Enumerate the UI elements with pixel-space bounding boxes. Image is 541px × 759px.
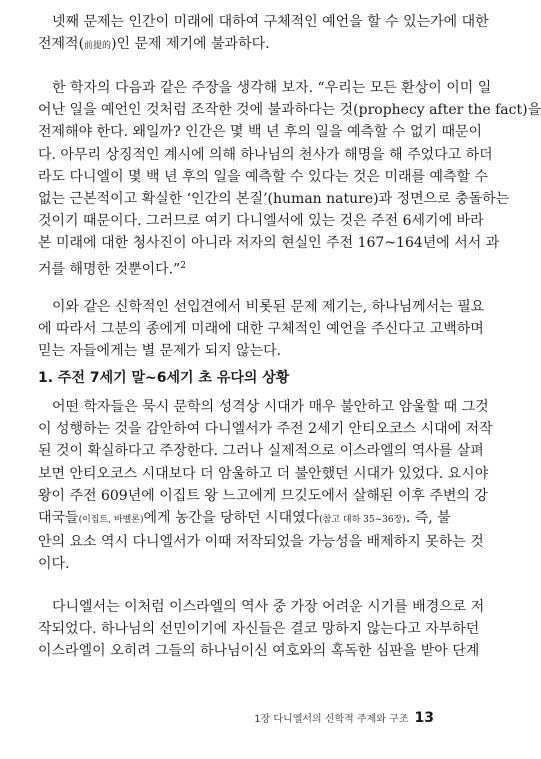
paragraph-theological-bias [38,296,485,363]
paragraph-apocalyptic-context [38,396,493,576]
paragraph-daniel-background [38,596,485,663]
text-line: 다니엘서는 이처럼 이스라엘의 역사 중 가장 어려운 시기를 배경으로 저 [52,599,485,615]
text-line: 보면 안티오코스 시대보다 더 암울하고 더 불안했던 시대가 있었다. 요시야 [38,465,489,482]
text-line: 다. 아무리 상징적인 계시에 의해 하나님의 천사가 해명을 해 주었다고 하더 [38,146,493,163]
text-line: 어떤 학자들은 묵시 문학의 성격상 시대가 매우 불안하고 암울할 때 그것 [52,399,489,415]
text-line: 안의 요소 역시 다니엘서가 이때 저작되었을 가능성을 배제하지 못하는 것 [38,534,484,551]
text-line: 거를 해명한 것뿐이다.”$^2$ [38,260,186,278]
text-line: 이다. [38,556,70,573]
text-line: 에 따라서 그분의 종에게 미래에 대한 구체적인 예언을 주신다고 고백하며 [38,321,484,338]
paragraph-4th-problem [38,11,489,57]
text-line: 작되었다. 하나님의 선민이기에 자신들은 결코 망하지 않는다고 자부하던 [38,621,480,638]
text-line: 이 성행하는 것을 감안하여 다니엘서가 주전 2세기 안티오코스 시대에 저작 [38,421,493,438]
page-number: 13 [414,710,434,726]
text-line: 어난 일을 예언인 것처럼 조작한 것에 불과하다는 것(prophecy after the fact)을 [38,102,541,119]
text-line: 본 미래에 대한 청사진이 아니라 저자의 현실인 주전 167~164년에 서서 과 [38,235,500,252]
parenthetical-note: (이집트, 바벨론) [78,515,144,526]
text-line: 것이기 때문이다. 그러므로 여기 다니엘서에 있는 것은 주전 6세기에 바라 [38,213,484,230]
text-line: 된 것이 확실하다고 주장한다. 그러나 실제적으로 이스라엘의 역사를 살펴 [38,443,484,460]
text-line: 라도 다니엘이 몇 백 년 후의 일을 예측할 수 있다는 것은 미래를 예측할 수 [38,168,489,185]
paragraph-scholar-quote [38,77,541,280]
page-footer [254,710,434,726]
text-line: 없는 근본적이고 확실한 ‘인간의 본질’(human nature)과 정면으로 충돌하는 [38,191,510,208]
text-line: 믿는 자들에게는 별 문제가 되지 않는다. [38,343,282,360]
text-line: 이와 같은 신학적인 선입견에서 비롯된 문제 제기는, 하나님께서는 필요 [52,299,485,315]
hanja-annotation: 前提的 [84,41,112,52]
text-line: 왕이 주전 609년에 이집트 왕 느고에게 므깃도에서 살해된 이후 주변의 강 [38,487,488,504]
text-line: 대국들(이집트, 바벨론)에게 농간을 당하던 시대였다(참고 대하 35~36장). 즉, 불 [38,510,451,527]
running-title: 1장 다니엘서의 신학적 주제와 구조 [254,714,409,725]
text-line: 한 학자의 다음과 같은 주장을 생각해 보자. “우리는 모든 환상이 이미 일 [52,80,492,96]
section-heading: 1. 주전 7세기 말~6세기 초 유다의 상황 [38,370,290,386]
scripture-reference: (참고 대하 35~36장) [319,515,406,526]
footnote-marker: 2 [180,260,186,271]
text-line: 전제해야 한다. 왜일까? 인간은 몇 백 년 후의 일을 예측할 수 없기 때문이 [38,124,483,141]
text-line: 넷째 문제는 인간이 미래에 대하여 구체적인 예언을 할 수 있는가에 대한 [52,14,489,30]
text-line: 전제적(前提的)인 문제 제기에 불과하다. [38,36,270,53]
text-line: 이스라엘이 오히려 그들의 하나님이신 여호와의 혹독한 심판을 받아 단계 [38,643,480,660]
